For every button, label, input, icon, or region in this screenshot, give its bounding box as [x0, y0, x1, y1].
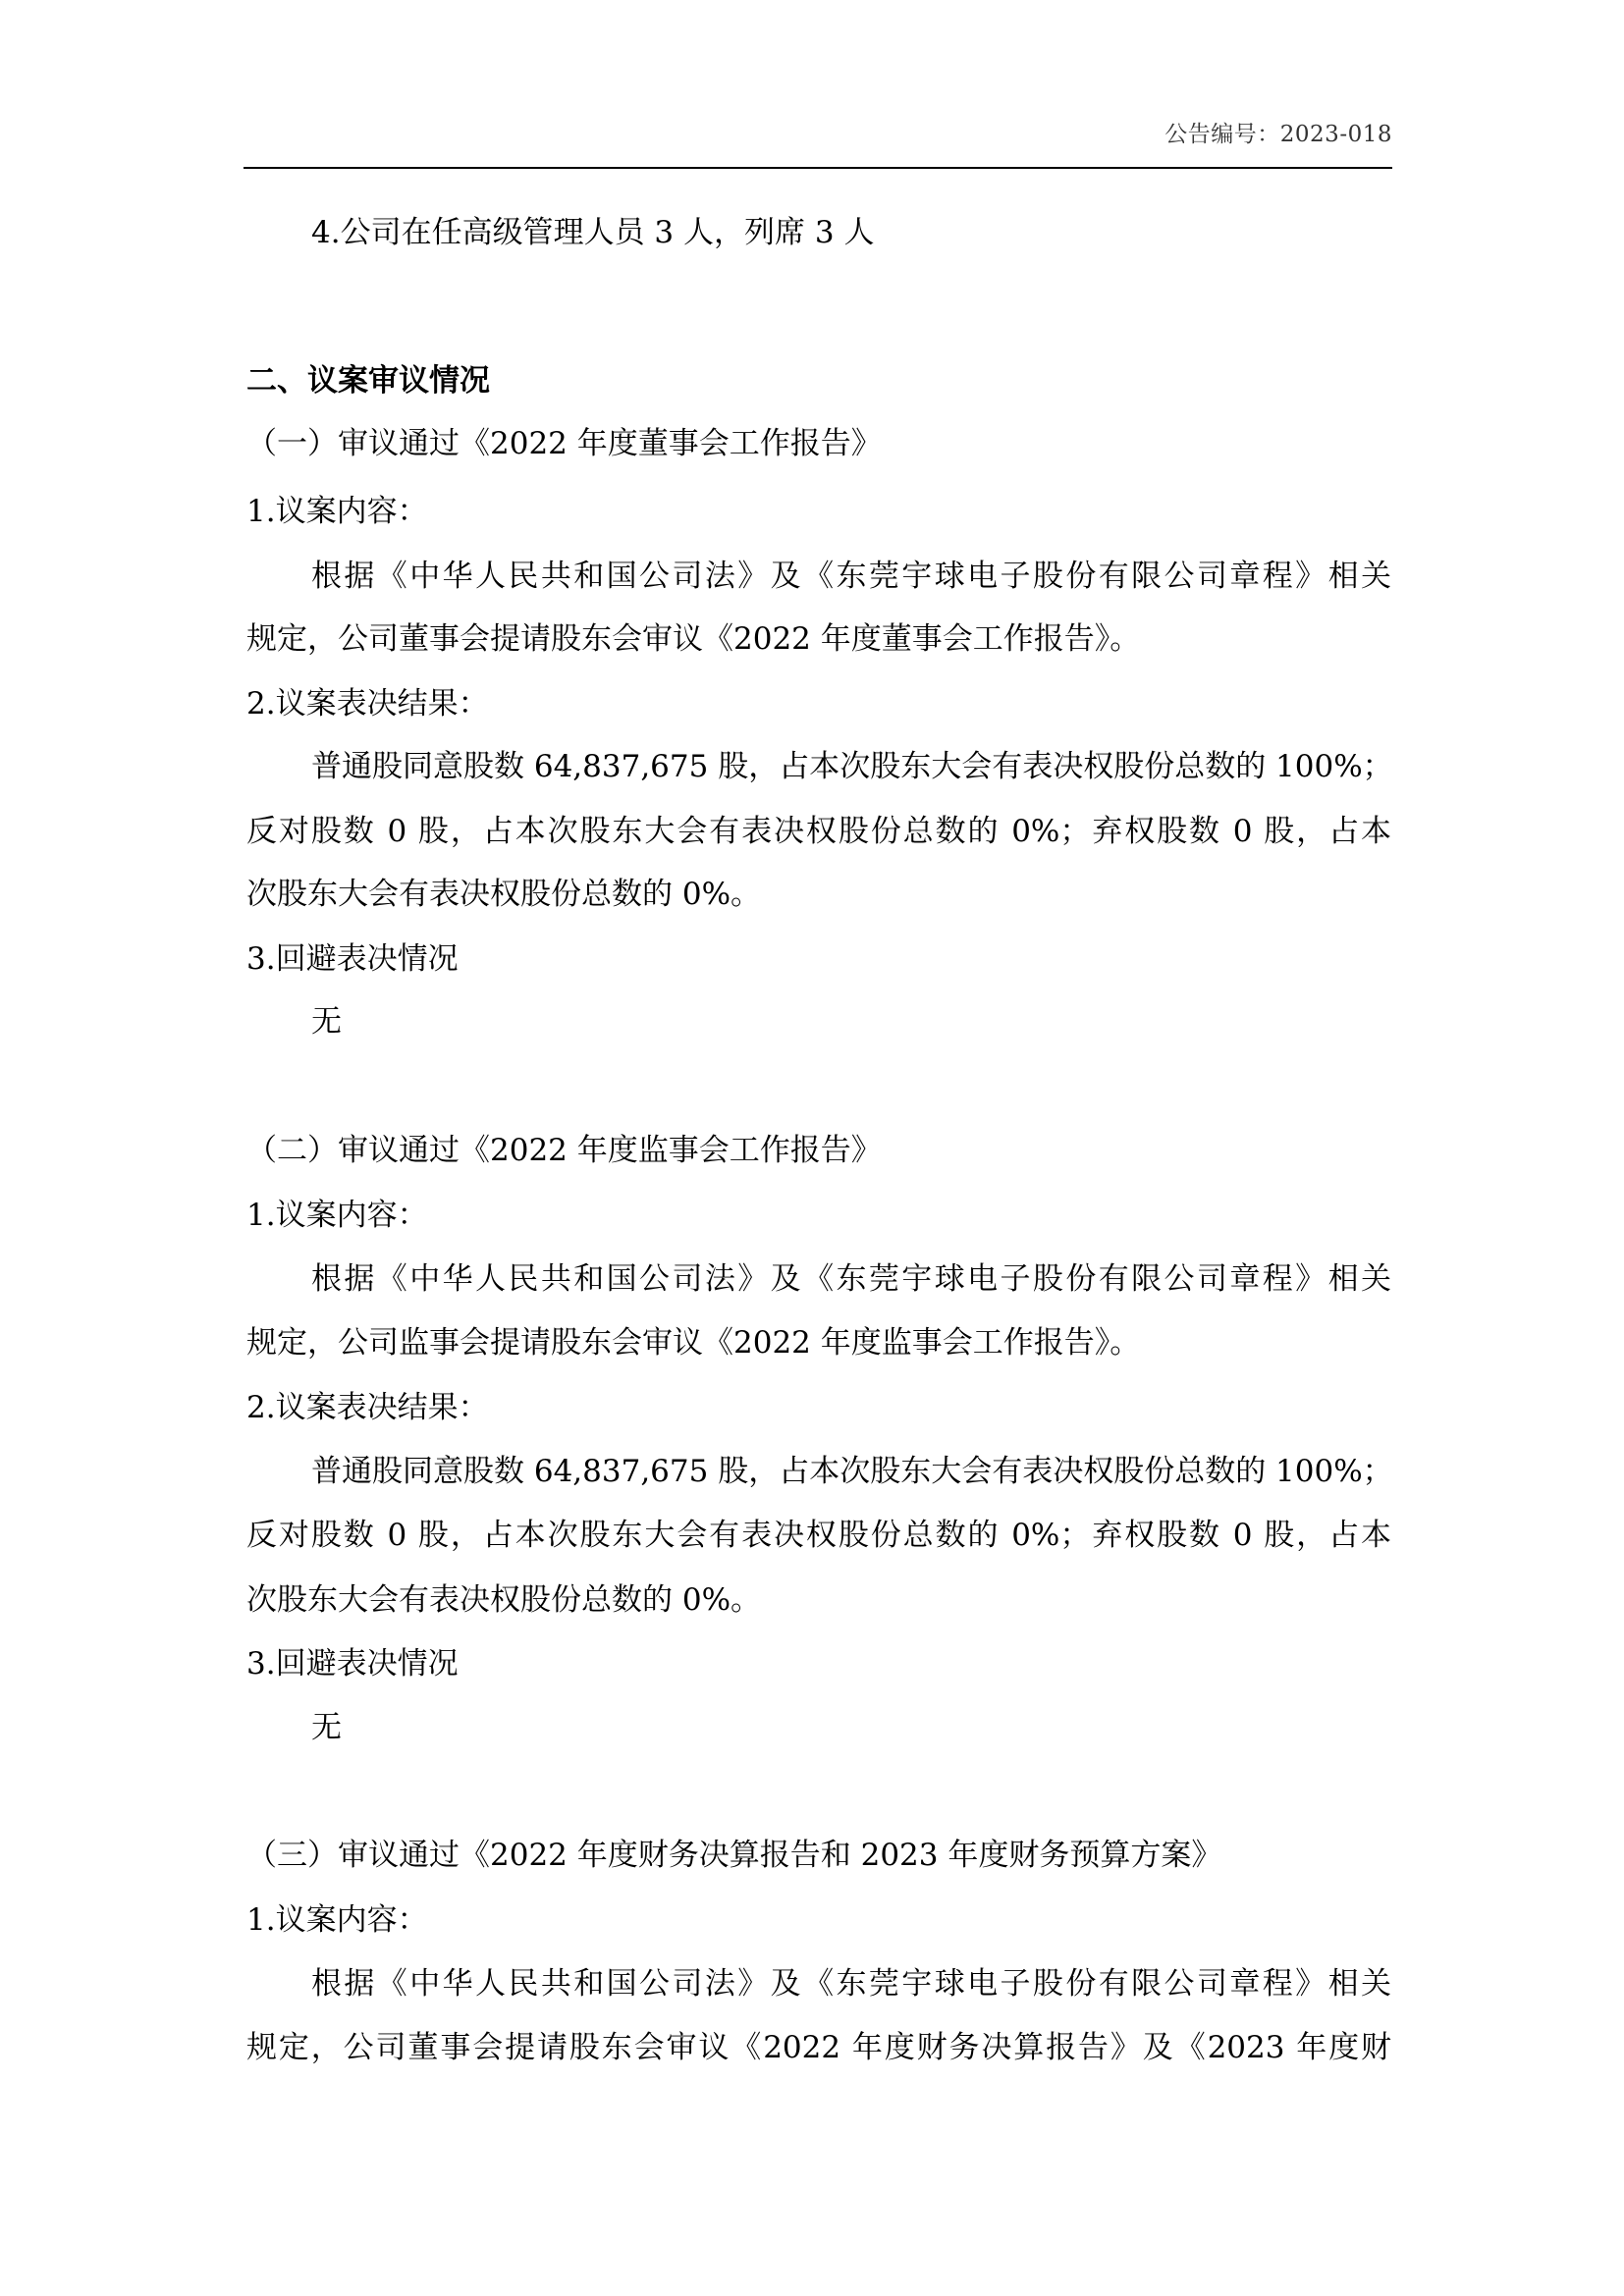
proposal-2-result-label: 2.议案表决结果： [246, 1390, 489, 1425]
proposal-2-recusal-value: 无 [311, 1710, 342, 1745]
proposal-2-recusal-label: 3.回避表决情况 [246, 1646, 459, 1682]
proposal-1-title: （一）审议通过《2022 年度董事会工作报告》 [246, 426, 882, 461]
proposal-1-result-label: 2.议案表决结果： [246, 686, 489, 721]
proposal-1-recusal-value: 无 [311, 1004, 342, 1040]
section-heading: 二、议案审议情况 [246, 363, 490, 399]
attendance-line-4: 4.公司在任高级管理人员 3 人，列席 3 人 [311, 215, 875, 250]
header-divider [244, 167, 1392, 169]
proposal-2-title: （二）审议通过《2022 年度监事会工作报告》 [246, 1133, 882, 1168]
proposal-2-content-line: 根据《中华人民共和国公司法》及《东莞宇球电子股份有限公司章程》相关 [311, 1261, 1391, 1297]
announcement-number: 公告编号：2023-018 [1164, 122, 1392, 147]
proposal-2-content-label: 1.议案内容： [246, 1198, 428, 1233]
proposal-2-result-line: 次股东大会有表决权股份总数的 0%。 [246, 1582, 762, 1618]
proposal-3-title: （三）审议通过《2022 年度财务决算报告和 2023 年度财务预算方案》 [246, 1838, 1222, 1873]
proposal-1-result-line: 普通股同意股数 64,837,675 股，占本次股东大会有表决权股份总数的 100%； [311, 749, 1393, 784]
proposal-2-content-line: 规定，公司监事会提请股东会审议《2022 年度监事会工作报告》。 [246, 1325, 1141, 1361]
proposal-2-result-line: 普通股同意股数 64,837,675 股，占本次股东大会有表决权股份总数的 100%； [311, 1454, 1393, 1489]
proposal-1-content-label: 1.议案内容： [246, 494, 428, 529]
proposal-3-content-line: 根据《中华人民共和国公司法》及《东莞宇球电子股份有限公司章程》相关 [311, 1966, 1391, 2002]
proposal-1-content-line: 规定，公司董事会提请股东会审议《2022 年度董事会工作报告》。 [246, 621, 1141, 657]
proposal-1-result-line: 次股东大会有表决权股份总数的 0%。 [246, 877, 762, 912]
proposal-1-content-line: 根据《中华人民共和国公司法》及《东莞宇球电子股份有限公司章程》相关 [311, 559, 1391, 594]
proposal-3-content-label: 1.议案内容： [246, 1902, 428, 1938]
proposal-2-result-line: 反对股数 0 股，占本次股东大会有表决权股份总数的 0%；弃权股数 0 股，占本 [246, 1518, 1391, 1553]
proposal-1-recusal-label: 3.回避表决情况 [246, 941, 459, 977]
proposal-1-result-line: 反对股数 0 股，占本次股东大会有表决权股份总数的 0%；弃权股数 0 股，占本 [246, 814, 1391, 849]
proposal-3-content-line: 规定，公司董事会提请股东会审议《2022 年度财务决算报告》及《2023 年度财 [246, 2030, 1391, 2065]
